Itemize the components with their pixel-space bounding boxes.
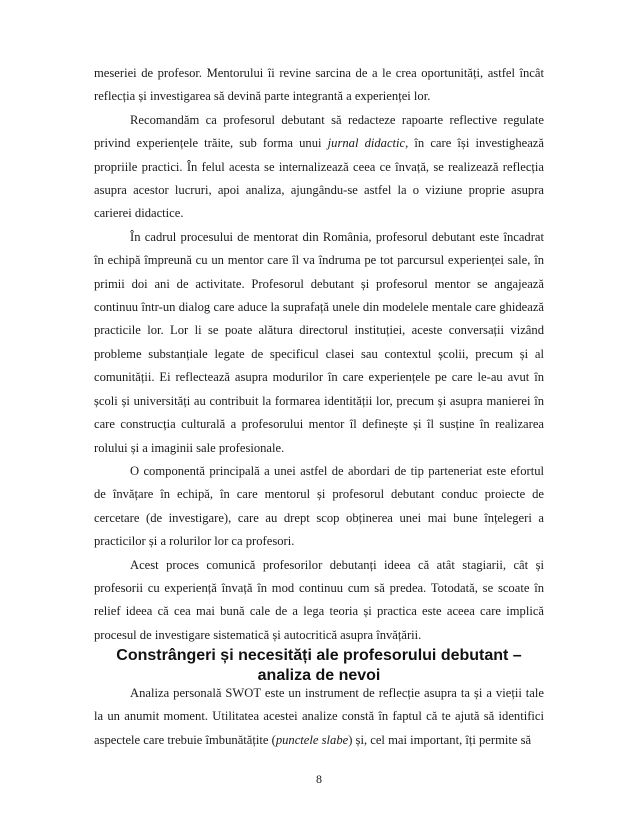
body-text (94, 62, 544, 647)
section-heading-line-2: analiza de nevoi (257, 667, 381, 684)
text-segment: , în care își investighează propriile practici. În felul acesta se internalizează ceea ce învață, se realizează reflecția asupra acestor lucruri, apoi analiza, ajungându-se astfel la o viziune proprie asupra carierei didactice. (94, 136, 544, 221)
paragraph (94, 109, 544, 226)
text-segment: ) și, cel mai important, îți permite să (348, 732, 532, 747)
paragraph (94, 554, 544, 648)
paragraph (94, 460, 544, 554)
paragraph (94, 226, 544, 460)
text-segment: Analiza personală SWOT este un instrument de reflecție asupra ta și a vieții tale la un anumit moment. Utilitatea acestei analize constă în faptul că te ajută să identifici aspectele care trebuie îmbunătățite ( (94, 686, 544, 747)
section-paragraph (94, 682, 544, 752)
page-number: 8 (316, 772, 322, 786)
section-body (94, 682, 544, 752)
text-segment: meseriei de profesor. Mentorului îi revine sarcina de a le crea oportunități, astfel încât reflecția și investigarea să devină parte integrantă a experienței lor. (94, 66, 544, 104)
italic-term: punctele slabe (275, 732, 349, 747)
section-heading-line-1: Constrângeri și necesități ale profesorului debutant – (116, 647, 522, 664)
italic-term: jurnal didactic (327, 136, 406, 151)
text-segment: O componentă principală a unei astfel de abordari de tip parteneriat este efortul de învățare în echipă, în care mentorul și profesorul debutant conduc proiecte de cercetare (de investigare), care au drept scop obținerea unei mai bune înțelegeri a practicilor și a rolurilor lor ca profesori. (94, 463, 544, 549)
text-segment: În cadrul procesului de mentorat din România, profesorul debutant este încadrat în echipă împreună cu un mentor care îl va îndruma pe tot parcursul experienței sale, în primii doi ani de activitate. Profesorul debutant și profesorul mentor se angajează continuu într-un dialog care aduce la suprafață unele din modelele mentale care ghidează practicile lor. Lor li se poate alătura directorul instituției, aceste conversații vizând probleme substanțiale legate de specificul clasei sau contextul școlii, precum și al comunității. Ei reflectează asupra modurilor în care experiențele pe care le-au avut în școli și universități au contribuit la formarea identității lor, precum și asupra manierei în care construcția culturală a profesorului mentor îl definește și îl susține în realizarea rolului și a imaginii sale profesionale. (94, 229, 544, 455)
section-heading (94, 646, 544, 686)
text-segment: Acest proces comunică profesorilor debutanți ideea că atât stagiarii, cât și profesorii cu experiență învață în mod continuu cum să predea. Totodată, se scoate în relief ideea că cea mai bună cale de a lega teoria și practica este aceea care implică procesul de investigare sistematică și autocritică asupra învățării. (94, 557, 544, 642)
text-segment: Recomandăm ca profesorul debutant să redacteze rapoarte reflective regulate privind experiențele trăite, sub forma unui (94, 112, 544, 151)
paragraph (94, 62, 544, 109)
